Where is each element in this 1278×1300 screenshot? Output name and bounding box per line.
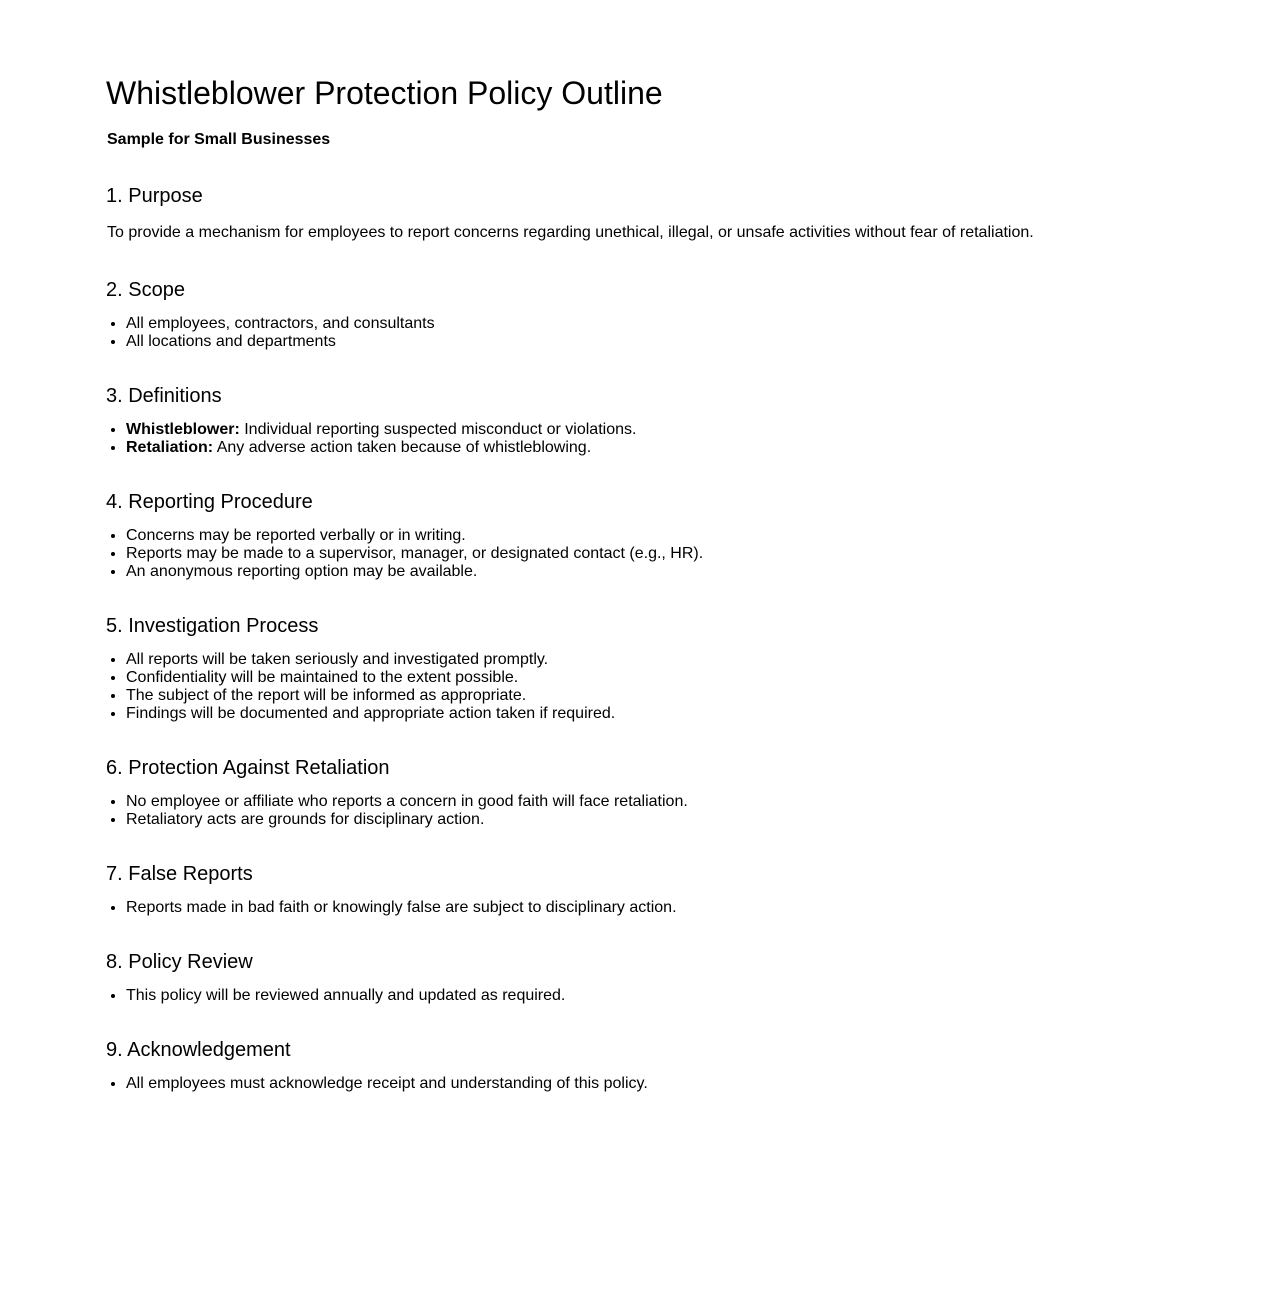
section-heading: 7. False Reports (106, 863, 253, 885)
bullet-list (106, 793, 688, 829)
section-acknowledgement (106, 1039, 648, 1093)
section-protection-against-retaliation (106, 757, 688, 829)
section-heading: 6. Protection Against Retaliation (106, 757, 390, 779)
list-item: • No employee or affiliate who reports a concern in good faith will face retaliation. (126, 793, 688, 811)
page-title: Whistleblower Protection Policy Outline (106, 75, 663, 111)
list-item: • Reports made in bad faith or knowingly false are subject to disciplinary action. (126, 899, 677, 917)
bullet-list (106, 987, 565, 1005)
bullet-list (106, 899, 677, 917)
bullet-list (106, 527, 703, 581)
page-subtitle: Sample for Small Businesses (107, 131, 331, 148)
list-item: • All locations and departments (126, 333, 435, 351)
bullet-list (106, 315, 435, 351)
list-item: • Confidentiality will be maintained to the extent possible. (126, 669, 615, 687)
section-heading: 9. Acknowledgement (106, 1039, 291, 1061)
section-purpose (106, 185, 1034, 242)
section-investigation-process (106, 615, 615, 723)
list-item: • All reports will be taken seriously and investigated promptly. (126, 651, 615, 669)
list-item: • Concerns may be reported verbally or in writing. (126, 527, 703, 545)
section-heading: 4. Reporting Procedure (106, 491, 313, 513)
list-item: • All employees must acknowledge receipt and understanding of this policy. (126, 1075, 648, 1093)
bullet-list (106, 651, 615, 723)
list-item: • The subject of the report will be informed as appropriate. (126, 687, 615, 705)
definition-term: Whistleblower: (126, 421, 240, 438)
list-item: • This policy will be reviewed annually and updated as required. (126, 987, 565, 1005)
bullet-list (106, 421, 636, 457)
section-paragraph: To provide a mechanism for employees to report concerns regarding unethical, illegal, or unsafe activities without fear of retaliation. (107, 224, 1034, 241)
section-heading: 1. Purpose (106, 185, 203, 207)
section-policy-review (106, 951, 565, 1005)
section-heading: 5. Investigation Process (106, 615, 319, 637)
bullet-list (106, 1075, 648, 1093)
definition-term: Retaliation: (126, 439, 214, 456)
section-false-reports (106, 863, 677, 917)
list-item: • Reports may be made to a supervisor, manager, or designated contact (e.g., HR). (126, 545, 703, 563)
section-scope (106, 279, 435, 351)
list-item (126, 421, 636, 439)
list-item: • An anonymous reporting option may be available. (126, 563, 703, 581)
list-item: • Retaliatory acts are grounds for disciplinary action. (126, 811, 688, 829)
section-heading: 3. Definitions (106, 385, 222, 407)
list-item: • Findings will be documented and appropriate action taken if required. (126, 705, 615, 723)
list-item (126, 439, 636, 457)
section-heading: 2. Scope (106, 279, 185, 301)
section-reporting-procedure (106, 491, 703, 581)
section-definitions (106, 385, 636, 457)
list-item: • All employees, contractors, and consultants (126, 315, 435, 333)
section-heading: 8. Policy Review (106, 951, 253, 973)
definition-text: Any adverse action taken because of whistleblowing. (213, 439, 592, 456)
definition-text: Individual reporting suspected misconduct or violations. (239, 421, 637, 438)
